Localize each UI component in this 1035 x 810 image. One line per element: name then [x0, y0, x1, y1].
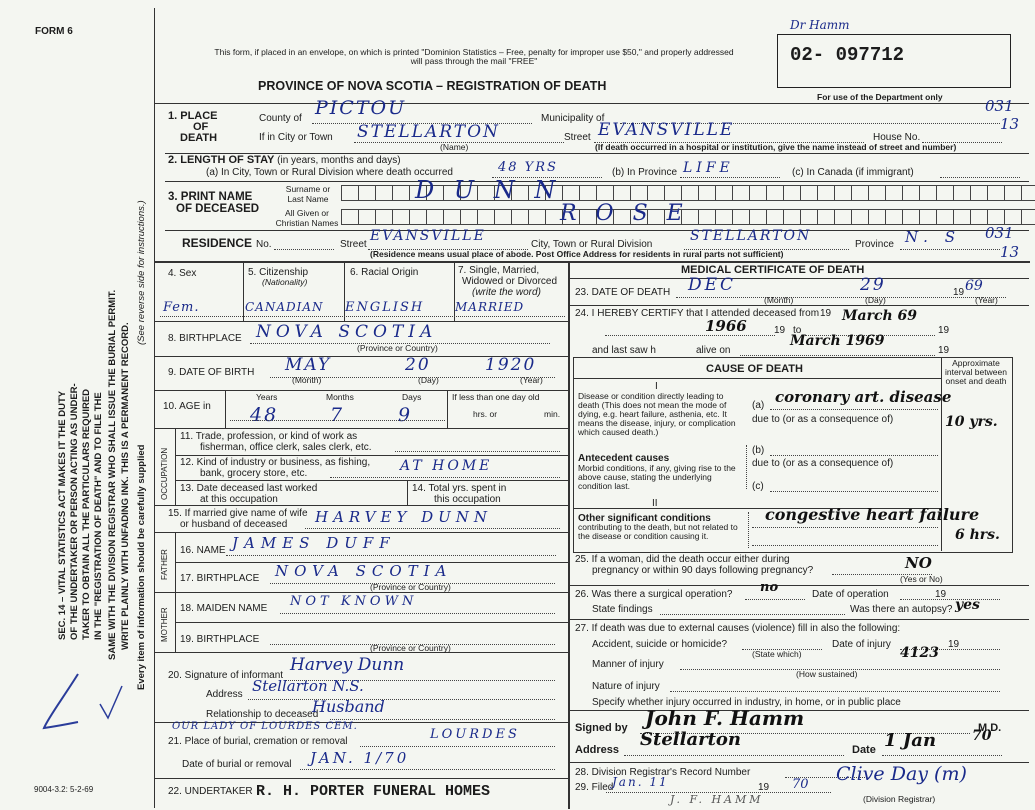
birthplace-value: NOVA SCOTIA [256, 322, 438, 342]
antecedent-desc: Morbid conditions, if any, giving rise to the above cause, stating the underlying condition last. [578, 463, 736, 491]
age-years-label: Years [256, 392, 278, 402]
marital-label-3: (write the word) [472, 287, 541, 298]
death-month-sub: (Month) [764, 295, 794, 305]
informant-address: Stellarton N.S. [252, 677, 364, 695]
stay-a-label: (a) In City, Town or Rural Division where death occurred [206, 167, 453, 178]
cause-a-value: coronary art. disease [775, 388, 952, 406]
accident-label: Accident, suicide or homicide? [592, 639, 728, 650]
q21-label: 21. Place of burial, cremation or removal [168, 736, 348, 747]
age-days-label: Days [402, 392, 422, 402]
given-label-2: Christian Names [275, 218, 339, 228]
burial-place-note: OUR LADY OF LOURDES CEM. [172, 721, 358, 732]
due-to-1: due to (or as a consequence of) [752, 414, 894, 425]
name-sublabel: (Name) [440, 142, 469, 152]
father-birthplace-value: NOVA SCOTIA [275, 562, 453, 580]
residence-province-label: Province [855, 239, 894, 250]
sec14-line5: SAME WITH THE DIVISION REGISTRAR WHO SHALL ISSUE THE BURIAL PERMIT. [107, 289, 118, 660]
q29-label: 29. Filed [575, 782, 614, 793]
street-value: EVANSVILLE [598, 120, 735, 140]
burial-date-value: JAN. 1/70 [310, 749, 410, 767]
stay-a-value: 48 YRS [498, 160, 558, 175]
roman-2: II [652, 498, 658, 509]
due-to-2: due to (or as a consequence of) [752, 458, 894, 469]
signed-label: Signed by [575, 722, 628, 734]
filed-value: Jan. 11 [612, 775, 669, 789]
mother-birthplace-sub: (Province or Country) [370, 643, 451, 653]
attended-to: March 69 [842, 308, 918, 324]
antecedent-label: Antecedent causes [578, 453, 670, 464]
residence-street-value: EVANSVILLE [370, 228, 486, 244]
dob-day: 20 [405, 355, 431, 375]
q23-label: 23. DATE OF DEATH [575, 287, 671, 298]
dob-label: 9. DATE OF BIRTH [168, 367, 255, 378]
racial-label: 6. Racial Origin [350, 267, 419, 278]
code-3: 031 [985, 224, 1014, 242]
form-number: FORM 6 [35, 26, 73, 37]
surname-label-2: Last Name [287, 194, 329, 204]
injury-date-label: Date of injury [832, 639, 891, 650]
line-c: (c) [752, 481, 764, 492]
stay-b-label: (b) In Province [612, 167, 678, 178]
q19-label: 19. BIRTHPLACE [180, 634, 260, 645]
citizenship-value: CANADIAN [245, 300, 324, 314]
specify-label: Specify whether injury occurred in industry, in home, or in public place [592, 697, 901, 708]
city-value: STELLARTON [357, 122, 500, 142]
registration-number: 02- 097712 [790, 44, 905, 66]
sex-label: 4. Sex [168, 268, 197, 279]
death-day-sub: (Day) [865, 295, 886, 305]
q13-label: 13. Date deceased last worked [180, 483, 318, 494]
street-label: Street [564, 132, 591, 143]
state-findings-label: State findings [592, 604, 653, 615]
every-item-note: Every item of information should be carefully supplied [136, 444, 147, 690]
yr-19f: 19 [948, 639, 960, 650]
code-2: 13 [1000, 115, 1020, 133]
minutes-label: min. [544, 409, 561, 419]
address-value: Stellarton [640, 729, 741, 750]
sex-value: Fem. [163, 300, 200, 315]
q14-sublabel: this occupation [434, 494, 501, 505]
place-label-1: 1. PLACE [168, 110, 218, 122]
yr-19e: 19 [935, 589, 947, 600]
father-sidelabel: FATHER [160, 549, 169, 580]
county-value: PICTOU [315, 97, 407, 119]
q22-label: 22. UNDERTAKER [168, 786, 253, 797]
medical-title: MEDICAL CERTIFICATE OF DEATH [681, 264, 865, 276]
burial-place-value: LOURDES [430, 727, 520, 742]
stay-b-value: LIFE [683, 160, 734, 176]
roman-1: I [655, 381, 658, 392]
racial-value: ENGLISH [345, 300, 425, 315]
residence-street-label: Street [340, 239, 367, 250]
autopsy-value: yes [955, 597, 980, 613]
dob-year: 1920 [485, 355, 537, 375]
q15-sublabel: or husband of deceased [180, 519, 288, 530]
residence-city-value: STELLARTON [690, 228, 812, 244]
sec14-line2: OF THE UNDERTAKER OR PERSON ACTING AS UNDER- [69, 383, 80, 640]
birthplace-sublabel: (Province or Country) [357, 343, 438, 353]
death-year: 69 [965, 278, 983, 294]
other-label: Other significant conditions [578, 513, 711, 524]
attended-from: 1966 [705, 317, 747, 335]
age-months-label: Months [326, 392, 354, 402]
q12-label: 12. Kind of industry or business, as fishing, [180, 457, 371, 468]
antecedent-brace [746, 445, 747, 489]
q26-value: no [760, 580, 779, 595]
mother-maiden-value: NOT KNOWN [290, 594, 418, 609]
cause-title: CAUSE OF DEATH [706, 363, 803, 375]
stay-sublabel: (in years, months and days) [277, 155, 401, 166]
q26-label: 26. Was there a surgical operation? [575, 589, 733, 600]
q28-label: 28. Division Registrar's Record Number [575, 767, 751, 778]
undertaker-value: R. H. PORTER FUNERAL HOMES [256, 783, 491, 800]
other-cause-value: congestive heart failure [765, 505, 980, 524]
residence-note: (Residence means usual place of abode. Post Office Address for residents in rural parts not sufficient) [370, 249, 784, 259]
line-b: (b) [752, 445, 765, 456]
nature-label: Nature of injury [592, 681, 660, 692]
interval-a-value: 10 yrs. [945, 414, 998, 430]
date-value: 1 Jan [884, 730, 937, 751]
citizenship-label: 5. Citizenship [248, 267, 309, 278]
informant-address-label: Address [206, 689, 243, 700]
marital-label-1: 7. Single, Married, [458, 265, 540, 276]
dob-month: MAY [285, 355, 332, 375]
residence-label: RESIDENCE [182, 236, 253, 250]
filed-year-prefix: 19 [758, 782, 770, 793]
registrar-sub: (Division Registrar) [863, 794, 936, 804]
less-than-day-label: If less than one day old [452, 392, 540, 402]
marital-label-2: Widowed or Divorced [462, 276, 558, 287]
age-months-value: 7 [330, 404, 345, 426]
registrar-signature: Clive Day (m) [836, 763, 967, 785]
filed-year: 70 [792, 777, 809, 792]
autopsy-label: Was there an autopsy? [850, 604, 953, 615]
q13-sublabel: at this occupation [200, 494, 278, 505]
signed-value: John F. Hamm [645, 706, 805, 730]
dob-year-sub: (Year) [520, 375, 543, 385]
deceased-label-2: OF DECEASED [176, 203, 260, 215]
hospital-note: (If death occurred in a hospital or institution, give the name instead of street and number) [595, 142, 957, 152]
filed-name: J. F. HAMM [670, 793, 764, 806]
to-label: to [793, 325, 802, 336]
informant-signature: Harvey Dunn [290, 655, 405, 675]
disease-label: Disease or condition directly leading to death (This does not mean the mode of dying, e.g. heart failure, asthenia, etc. It means the disease, injury, or complication which caused death.) [578, 391, 736, 437]
q25-label: 25. If a woman, did the death occur either during [575, 554, 790, 565]
other-interval-value: 6 hrs. [955, 527, 1000, 543]
alive-on-label: alive on [696, 345, 731, 356]
yr-19c: 19 [938, 325, 950, 336]
birthplace-label: 8. BIRTHPLACE [168, 333, 242, 344]
marital-value: MARRIED [455, 300, 525, 314]
relationship-value: Husband [312, 697, 385, 716]
q18-label: 18. MAIDEN NAME [180, 603, 268, 614]
code-1: 031 [985, 97, 1014, 115]
department-use-label: For use of the Department only [817, 92, 943, 102]
father-name-value: JAMES DUFF [232, 534, 396, 552]
yes-no-sub: (Yes or No) [900, 574, 943, 584]
md-label: M.D. [978, 722, 1002, 734]
residence-no-label: No. [256, 239, 272, 250]
registration-note: Dr Hamm [790, 18, 850, 32]
place-label-3: DEATH [180, 132, 218, 144]
q17-label: 17. BIRTHPLACE [180, 573, 260, 584]
q14-label: 14. Total yrs. spent in [412, 483, 507, 494]
burial-date-label: Date of burial or removal [182, 759, 292, 770]
surname-value: D U N N [415, 176, 562, 204]
how-sustained-sub: (How sustained) [796, 669, 858, 679]
dob-month-sub: (Month) [292, 375, 322, 385]
q20-label: 20. Signature of informant [168, 670, 284, 681]
sec14-line3: TAKER TO OBTAIN ALL THE PARTICULARS REQUIRED [81, 388, 92, 640]
reverse-note: (See reverse side for instructions.) [136, 200, 147, 345]
last-saw-label: and last saw h [592, 345, 656, 356]
hours-label: hrs. or [473, 409, 498, 419]
death-year-sub: (Year) [975, 295, 998, 305]
last-saw-value: March 1969 [790, 333, 885, 349]
stay-label: 2. LENGTH OF STAY (in years, months and days) [168, 154, 401, 166]
q12-sublabel: bank, grocery store, etc. [200, 468, 308, 479]
q16-label: 16. NAME [180, 545, 226, 556]
residence-city-label: City, Town or Rural Division [531, 239, 653, 250]
q11-sublabel: fisherman, office clerk, sales clerk, etc. [200, 442, 372, 453]
citizenship-sublabel: (Nationality) [262, 277, 308, 287]
q25-sublabel: pregnancy or within 90 days following pregnancy? [592, 565, 814, 576]
sec14-line4: IN THE "REGISTRATION OF DEATH" AND TO FILE THE [93, 392, 104, 640]
place-label-2: OF [193, 121, 209, 133]
q27-label: 27. If death was due to external causes (violence) fill in also the following: [575, 623, 901, 634]
occupation-sidelabel: OCCUPATION [160, 447, 169, 500]
address-label: Address [575, 744, 620, 756]
form-title: PROVINCE OF NOVA SCOTIA – REGISTRATION OF DEATH [258, 79, 607, 93]
given-label-1: All Given or [285, 208, 329, 218]
interval-label: Approximate interval between onset and death [945, 358, 1007, 386]
house-label: House No. [873, 132, 921, 143]
municipality-label: Municipality of [541, 113, 605, 124]
surname-label-1: Surname or [285, 184, 331, 194]
relationship-label: Relationship to deceased [206, 709, 319, 720]
yr-19d: 19 [938, 345, 950, 356]
q15-label: 15. If married give name of wife [168, 508, 308, 519]
state-which-sub: (State which) [752, 649, 802, 659]
yr-19a: 19 [820, 308, 832, 319]
sec14-line1: SEC. 14 – VITAL STATISTICS ACT MAKES IT THE DUTY [57, 390, 68, 640]
death-day: 29 [860, 275, 886, 295]
stay-c-label: (c) In Canada (if immigrant) [792, 167, 914, 178]
yr-19b: 19 [774, 325, 786, 336]
footer-code: 9004-3.2: 5-2-69 [34, 785, 94, 794]
death-year-prefix: 19 [953, 287, 965, 298]
date-year: 70 [972, 728, 992, 744]
age-days-value: 9 [398, 404, 413, 426]
given-name-value: R O S E [560, 201, 689, 226]
other-desc: contributing to the death, but not related to the disease or condition causing it. [578, 522, 738, 541]
manner-label: Manner of injury [592, 659, 664, 670]
mother-sidelabel: MOTHER [160, 607, 169, 642]
other-brace [748, 512, 749, 548]
spouse-value: HARVEY DUNN [315, 508, 493, 526]
age-years-value: 48 [250, 404, 279, 426]
death-month: DEC [688, 275, 737, 295]
q25-value: NO [905, 554, 932, 572]
code-4: 13 [1000, 243, 1020, 261]
deceased-label-1: 3. PRINT NAME [168, 191, 253, 203]
envelope-notice: This form, if placed in an envelope, on which is printed "Dominion Statistics – Free, penalty for improper use $50," and properly addressed will pass through the mail "FREE" [214, 47, 734, 66]
operation-date-label: Date of operation [812, 589, 889, 600]
q11-label: 11. Trade, profession, or kind of work as [180, 431, 358, 442]
father-birthplace-sub: (Province or Country) [370, 582, 451, 592]
city-label: If in City or Town [259, 132, 333, 143]
date-label: Date [852, 744, 876, 756]
line-a: (a) [752, 400, 765, 411]
margin-signature-mark [38, 668, 128, 738]
age-label: 10. AGE in [163, 401, 211, 412]
dob-day-sub: (Day) [418, 375, 439, 385]
q24-label: 24. I HEREBY CERTIFY that I attended deceased from [575, 308, 820, 319]
sec14-line6: WRITE PLAINLY WITH UNFADING INK. THIS IS A PERMANENT RECORD. [120, 322, 131, 650]
q12-value: AT HOME [400, 458, 493, 474]
residence-province-value: N. S [905, 228, 961, 246]
county-label: County of [259, 113, 302, 124]
injury-value: 4123 [900, 645, 939, 661]
